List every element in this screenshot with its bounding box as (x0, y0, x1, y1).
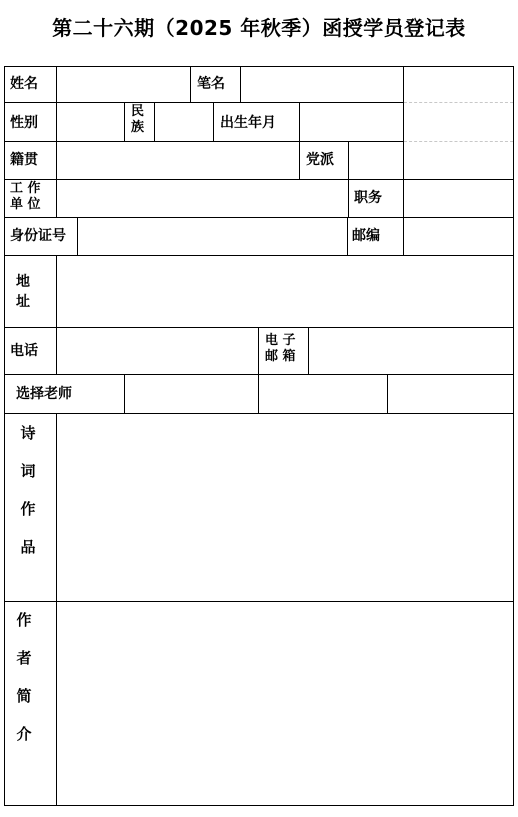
birth-label: 出生年月 (220, 115, 276, 131)
name-field[interactable] (57, 67, 190, 102)
native-place-field[interactable] (57, 142, 299, 179)
postcode-label: 邮编 (352, 228, 380, 244)
position-field[interactable] (404, 180, 513, 217)
form-title: 第二十六期（2025 年秋季）函授学员登记表 (52, 16, 466, 40)
work-unit-field[interactable] (57, 180, 348, 217)
postcode-field[interactable] (404, 218, 513, 255)
party-field[interactable] (349, 142, 403, 179)
teacher-choice-2[interactable] (259, 375, 387, 413)
position-label: 职务 (354, 190, 382, 206)
work-unit-label: 工 作 单 位 (10, 181, 41, 212)
name-label: 姓名 (10, 76, 38, 92)
id-number-field[interactable] (78, 218, 347, 255)
gender-label: 性别 (10, 115, 38, 131)
bio-label: 作 者 简 介 (16, 611, 32, 743)
poems-label: 诗 词 作 品 (20, 424, 36, 556)
teacher-choice-1[interactable] (125, 375, 258, 413)
native-place-label: 籍贯 (10, 152, 38, 168)
phone-field[interactable] (57, 328, 258, 374)
pen-name-field[interactable] (241, 67, 403, 102)
ethnicity-field[interactable] (155, 103, 213, 141)
gender-field[interactable] (57, 103, 124, 141)
phone-label: 电话 (10, 343, 38, 359)
ethnicity-label: 民 族 (131, 104, 145, 135)
pen-name-label: 笔名 (197, 76, 225, 92)
id-number-label: 身份证号 (10, 228, 66, 244)
party-label: 党派 (306, 152, 334, 168)
teacher-label: 选择老师 (16, 386, 72, 402)
birth-field[interactable] (300, 103, 403, 141)
address-field[interactable] (57, 256, 513, 327)
email-label: 电 子 邮 箱 (265, 333, 296, 364)
address-label: 地 址 (16, 274, 30, 310)
poems-field[interactable] (57, 414, 513, 601)
email-field[interactable] (309, 328, 513, 374)
teacher-choice-3[interactable] (388, 375, 513, 413)
bio-field[interactable] (57, 602, 513, 805)
